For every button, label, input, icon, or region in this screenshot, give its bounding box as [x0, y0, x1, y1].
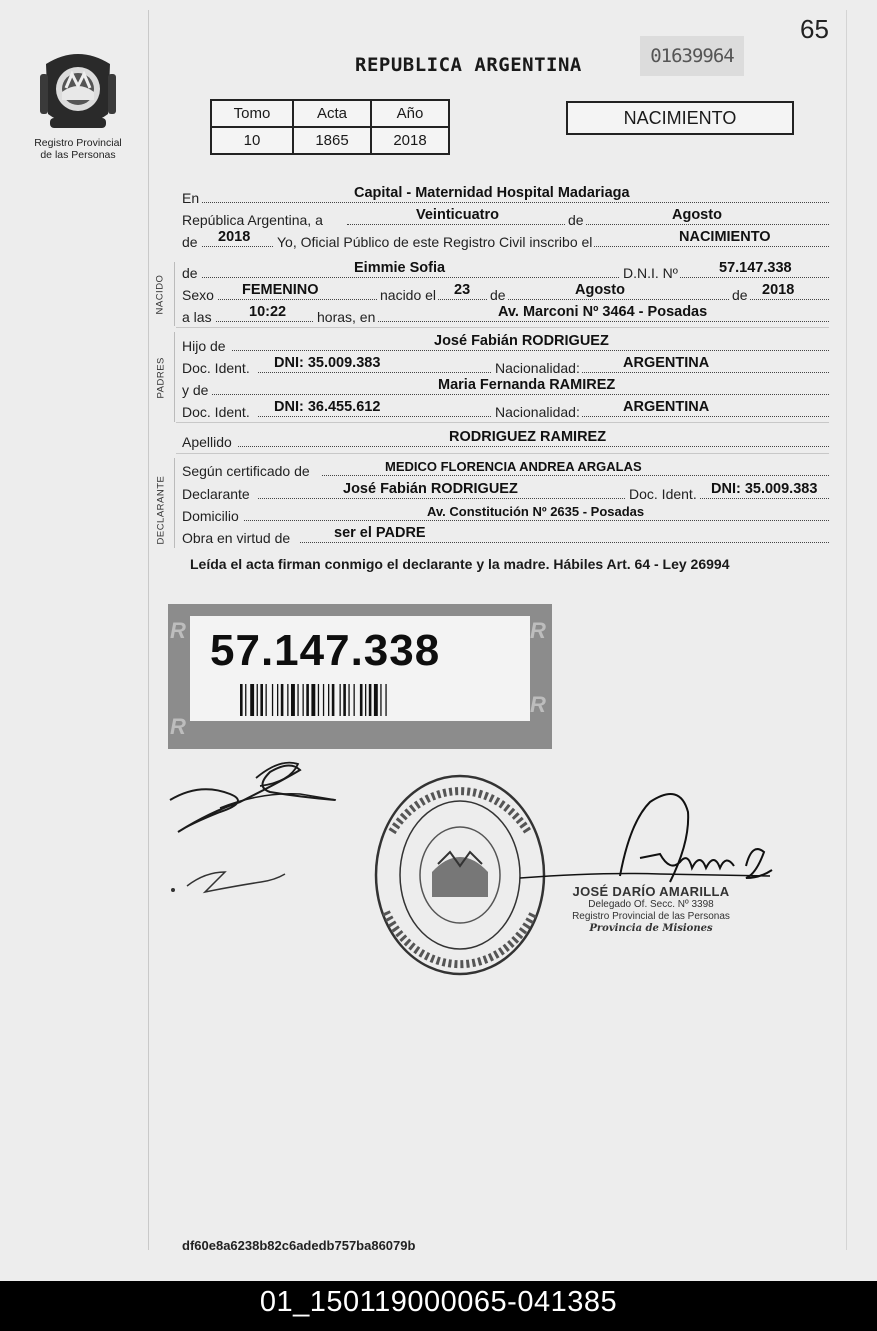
value-mes-nacimiento: Agosto [575, 282, 625, 298]
label-hijo-de: Hijo de [182, 338, 226, 354]
divider-padres [176, 422, 829, 423]
record-type: NACIMIENTO [566, 101, 794, 135]
dni-sticker-number: 57.147.338 [210, 626, 441, 675]
label-hora: a las [182, 309, 212, 325]
value-tipo-inscripcion: NACIMIENTO [679, 229, 771, 245]
value-apellido: RODRIGUEZ RAMIREZ [449, 429, 607, 445]
value-doc-padre: DNI: 35.009.383 [274, 355, 381, 371]
registry-line-2: de las Personas [40, 149, 116, 161]
official-province: Provincia de Misiones [589, 923, 713, 934]
value-nombre: Eimmie Sofia [354, 260, 446, 276]
value-mes: Agosto [672, 207, 722, 223]
value-anio: 2018 [371, 127, 449, 154]
value-hora: 10:22 [249, 304, 287, 320]
watermark-r: R [170, 618, 186, 643]
paper-edge-right [846, 10, 847, 1250]
record-table-values [211, 127, 449, 154]
value-certificado: MEDICO FLORENCIA ANDREA ARGALAS [385, 459, 642, 474]
label-doc-padre: Doc. Ident. [182, 360, 250, 376]
page-number: 65 [800, 14, 829, 44]
label-nac-padre: Nacionalidad: [492, 360, 582, 376]
value-anio-inscripcion: 2018 [218, 229, 251, 245]
field-y-de [182, 378, 829, 398]
field-obra [182, 526, 829, 546]
field-domicilio [182, 504, 829, 524]
label-declarante: Declarante [182, 486, 250, 502]
field-doc-padre [182, 356, 829, 376]
label-mes-nacimiento: de [487, 287, 508, 303]
watermark-r: R [530, 692, 546, 717]
divider-nacido [176, 327, 829, 328]
label-doc-declarante: Doc. Ident. [626, 486, 699, 502]
value-dia: Veinticuatro [416, 207, 499, 223]
value-sexo: FEMENINO [242, 282, 319, 298]
section-label-declarante: DECLARANTE [155, 475, 167, 545]
watermark-r: R [170, 714, 186, 739]
label-nac-madre: Nacionalidad: [492, 404, 582, 420]
value-tomo: 10 [211, 127, 293, 154]
value-doc-declarante: DNI: 35.009.383 [711, 481, 818, 497]
registry-line-1: Registro Provincial [34, 137, 122, 149]
label-y-de: y de [182, 382, 209, 398]
field-en [182, 186, 829, 206]
value-dia-nacimiento: 23 [454, 282, 471, 298]
value-declarante: José Fabián RODRIGUEZ [343, 481, 518, 497]
divider-apellido [176, 453, 829, 454]
field-nombre [182, 261, 829, 281]
dni-sticker [168, 604, 552, 749]
value-lugar: Av. Marconi Nº 3464 - Posadas [498, 304, 708, 320]
label-dni: D.N.I. Nº [620, 265, 680, 281]
field-de-anio [182, 230, 829, 250]
record-table [210, 99, 450, 155]
header-tomo: Tomo [211, 100, 293, 127]
record-table-header [211, 100, 449, 127]
field-certificado [182, 459, 829, 479]
section-label-padres: PADRES [155, 357, 167, 399]
label-en: En [182, 190, 200, 206]
value-obra: ser el PADRE [334, 525, 426, 541]
field-republica [182, 208, 829, 228]
label-doc-madre: Doc. Ident. [182, 404, 250, 420]
value-domicilio: Av. Constitución Nº 2635 - Posadas [427, 504, 645, 519]
document-hash: df60e8a6238b82c6adedb757ba86079b [182, 1238, 416, 1253]
signature-madre [165, 860, 295, 900]
value-padre: José Fabián RODRIGUEZ [434, 333, 609, 349]
footer-code: 01_150119000065-041385 [0, 1281, 877, 1331]
field-hijo-de [182, 334, 829, 354]
label-de-anio: de [182, 234, 198, 250]
value-en: Capital - Maternidad Hospital Madariaga [354, 185, 630, 201]
field-apellido [182, 430, 829, 450]
paper-edge [148, 10, 149, 1250]
label-lugar: horas, en [314, 309, 377, 325]
label-yo-oficial: Yo, Oficial Público de este Registro Civil inscribo el [274, 234, 594, 250]
label-nombre: de [182, 265, 198, 281]
field-hora [182, 305, 829, 325]
value-acta: 1865 [293, 127, 371, 154]
section-label-nacido: NACIDO [154, 274, 166, 315]
label-republica: República Argentina, a [182, 212, 323, 228]
label-de-mes: de [568, 212, 584, 228]
section-divider-padres [174, 332, 175, 422]
label-anio-nacimiento: de [729, 287, 750, 303]
section-divider-declarante [174, 458, 175, 548]
value-anio-nacimiento: 2018 [762, 282, 795, 298]
value-doc-madre: DNI: 36.455.612 [274, 399, 381, 415]
value-madre: Maria Fernanda RAMIREZ [438, 377, 616, 393]
official-stamp [556, 884, 746, 934]
label-apellido: Apellido [182, 434, 232, 450]
field-doc-madre [182, 400, 829, 420]
label-certificado: Según certificado de [182, 463, 310, 479]
field-declarante [182, 482, 829, 502]
label-sexo: Sexo [182, 287, 214, 303]
field-sexo [182, 283, 829, 303]
signature-declarante [160, 752, 350, 842]
official-role: Delegado Of. Secc. Nº 3398 [588, 899, 714, 910]
document-title: REPUBLICA ARGENTINA [355, 54, 582, 76]
legal-note: Leída el acta firman conmigo el declarante y la madre. Hábiles Art. 64 - Ley 26994 [190, 556, 730, 572]
label-domicilio: Domicilio [182, 508, 239, 524]
province-emblem-icon [38, 44, 118, 136]
header-acta: Acta [293, 100, 371, 127]
value-dni: 57.147.338 [719, 260, 792, 276]
watermark-r: R [530, 618, 546, 643]
dni-sticker-label [190, 616, 530, 721]
registry-name [18, 137, 138, 161]
barcode [240, 684, 450, 716]
official-name: JOSÉ DARÍO AMARILLA [572, 884, 730, 899]
label-obra: Obra en virtud de [182, 530, 291, 546]
signature-oficial [520, 782, 780, 892]
official-office: Registro Provincial de las Personas [572, 911, 730, 922]
label-nacido-el: nacido el [377, 287, 438, 303]
serial-number: 01639964 [640, 36, 744, 76]
section-divider-nacido [174, 262, 175, 326]
header-anio: Año [371, 100, 449, 127]
value-nac-padre: ARGENTINA [623, 355, 710, 371]
value-nac-madre: ARGENTINA [623, 399, 710, 415]
